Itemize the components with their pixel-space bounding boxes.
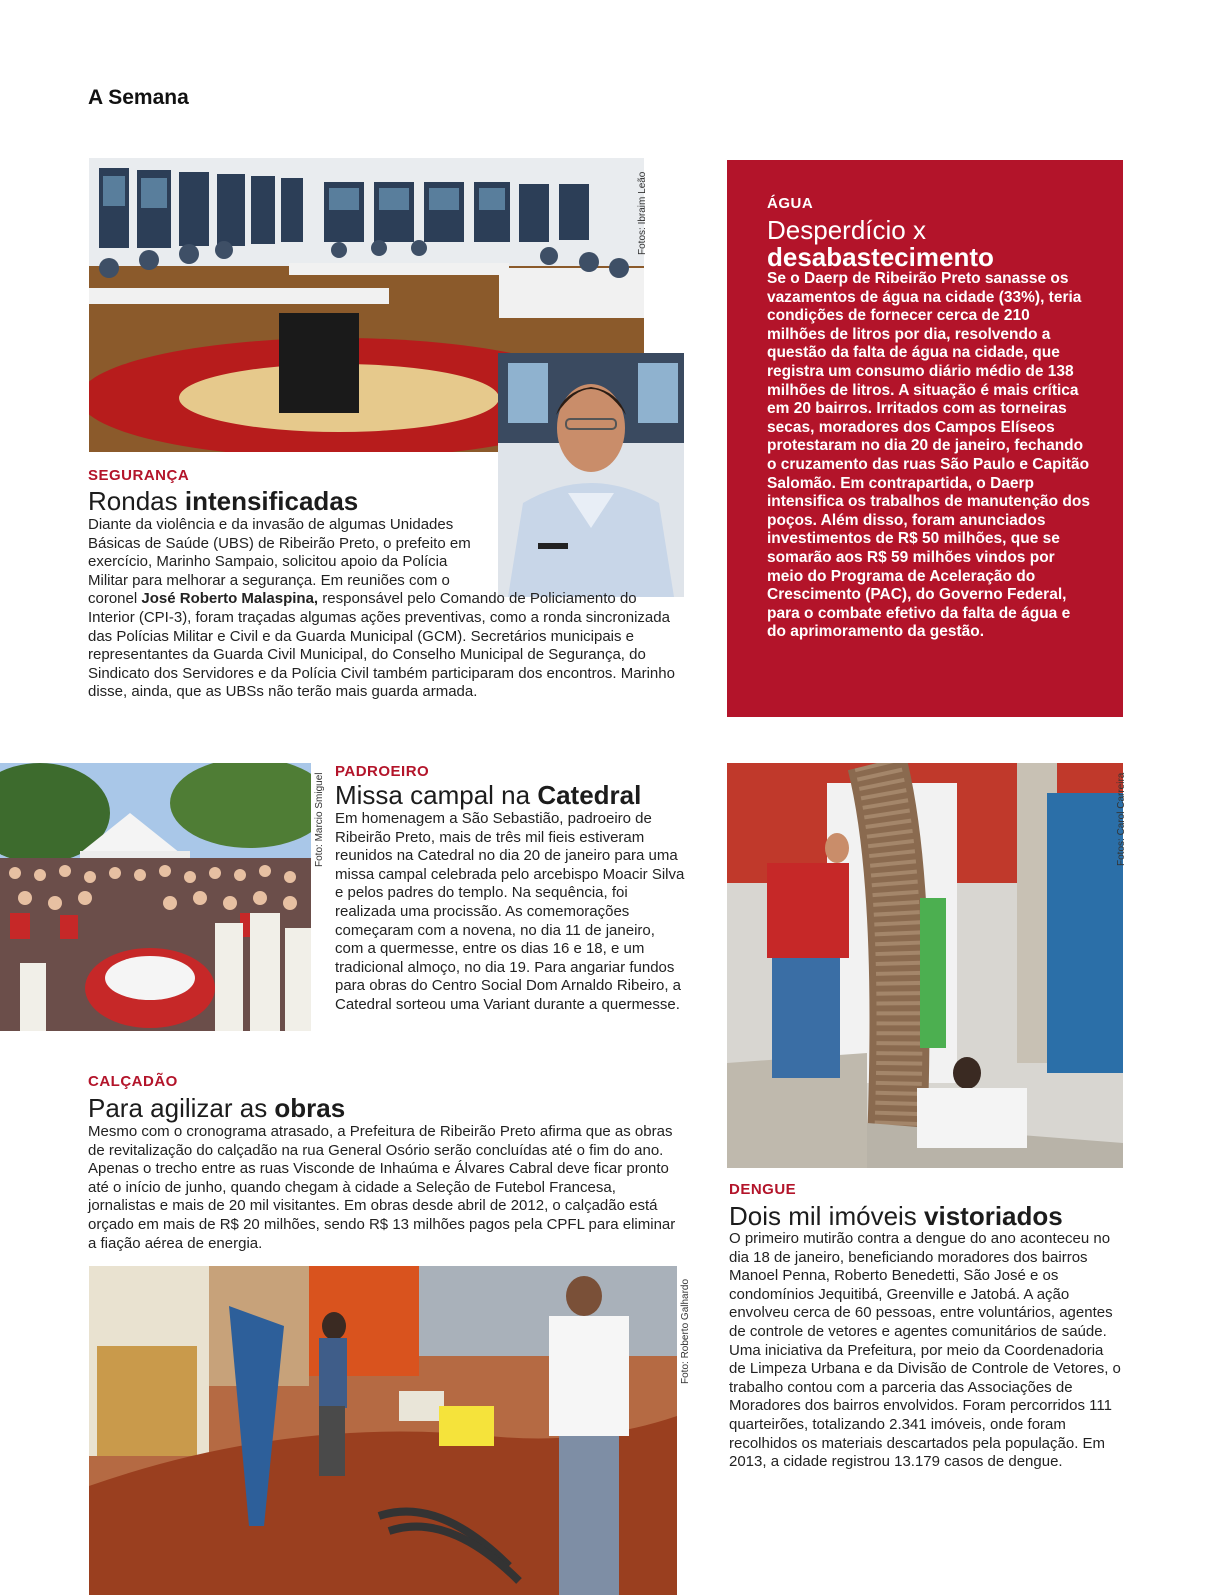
seguranca-body-text: Diante da violência e da invasão de algumas Unidades Básicas de Saúde (UBS) de Ribeirão Preto, o prefeito em exercício, Marinho Sampaio, solicitou apoio da Polícia Militar para melhorar a segurança. Em reuniões com o coronel xyxy=(88,516,471,608)
headline-plain: Missa campal na xyxy=(335,780,538,810)
dengue-kicker: DENGUE xyxy=(729,1181,797,1198)
headline-bold: desabastecimento xyxy=(767,242,994,272)
calcadao-headline xyxy=(88,1093,345,1123)
agua-body: Se o Daerp de Ribeirão Preto sanasse os vazamentos de água na cidade (33%), teria condições de fornecer cerca de 210 milhões de litros por dia, resolvendo a questão da falta de água na cidade, que registra um consumo diário médio de 138 milhões de litros. A situação é mais crítica em 20 bairros. Irritados com as torneiras secas, moradores dos Campos Elíseos protestaram no dia 20 de janeiro, fechando o cruzamento das ruas São Paulo e Capitão Salomão. Em contrapartida, o Daerp intensifica os trabalhos de manutenção dos poços. Além disso, foram anunciados investimentos de R$ 50 milhões, que se somarão aos R$ 59 milhões vindos por meio do Programa de Aceleração do Crescimento (PAC), do Governo Federal, para o combate efetivo da falta de água e do aprimoramento da gestão. xyxy=(767,270,1090,641)
headline-bold: vistoriados xyxy=(924,1201,1063,1231)
agua-headline-plain: Desperdício x xyxy=(767,215,926,245)
calcadao-kicker: CALÇADÃO xyxy=(88,1073,178,1090)
padroeiro-headline xyxy=(335,780,641,810)
photo-credit: Fotos: Ibraim Leão xyxy=(637,171,648,255)
mass-crowd-photo xyxy=(0,763,311,1031)
headline-plain: Rondas xyxy=(88,486,185,516)
agua-headline-bold xyxy=(767,242,994,272)
section-title: A Semana xyxy=(88,86,189,109)
headline-plain: Para agilizar as xyxy=(88,1093,275,1123)
seguranca-body-text-2: responsável pelo Comando de Policiamento do Interior (CPI-3), foram traçadas algumas ações preventivas, como a ronda sincronizada das Polícias Militar e Civil e da Guarda Municipal (GCM). Secretários municipais e representantes da Guarda Civil Municipal, do Conselho Municipal de Segurança, do Sindicato dos Servidores e da Polícia Civil também participaram dos encontros. Marinho disse, ainda, que as UBSs não terão mais guarda armada. xyxy=(88,590,675,701)
photo-credit: Fotos: Carol Carreira xyxy=(1116,772,1127,866)
dengue-body: O primeiro mutirão contra a dengue do ano aconteceu no dia 18 de janeiro, beneficiando moradores dos bairros Manoel Penna, Roberto Benedetti, São José e os condomínios Jequitibá, Greenville e Jatobá. A ação envolveu cerca de 60 pessoas, entre voluntários, agentes de controle de vetores e agentes comunitários de saúde. Uma iniciativa da Prefeitura, por meio da Coordenadoria de Limpeza Urbana e da Divisão de Controle de Vetores, o trabalho contou com a parceria das Associações de Moradores dos bairros envolvidos. Foram percorridos 111 quarteirões, totalizando 2.341 imóveis, onde foram recolhidos os materiais descartados pela população. Em 2013, a cidade registrou 13.179 casos de dengue. xyxy=(729,1230,1121,1471)
street-works-photo xyxy=(89,1266,677,1595)
seguranca-body xyxy=(88,516,684,702)
dengue-headline xyxy=(729,1201,1063,1231)
photo-credit: Foto: Roberto Galhardo xyxy=(680,1278,691,1384)
seguranca-headline xyxy=(88,486,358,516)
headline-bold: obras xyxy=(274,1093,346,1123)
headline-bold: Catedral xyxy=(537,780,642,810)
seguranca-kicker: SEGURANÇA xyxy=(88,467,190,484)
padroeiro-kicker: PADROEIRO xyxy=(335,763,430,780)
agua-box xyxy=(727,160,1123,717)
padroeiro-body: Em homenagem a São Sebastião, padroeiro de Ribeirão Preto, mais de três mil fieis estiveram reunidos na Catedral no dia 20 de janeiro para uma missa campal celebrada pelo arcebispo Moacir Silva e pelos padres do templo. Na sequência, foi realizada uma procissão. As comemorações começaram com a novena, no dia 11 de janeiro, com a quermesse, entre os dias 16 e 18, e um tradicional almoço, no dia 19. Para angariar fundos para obras do Centro Social Dom Arnaldo Ribeiro, a Catedral sorteou uma Variant durante a quermesse. xyxy=(335,810,685,1013)
headline-bold: intensificadas xyxy=(184,486,359,516)
agua-kicker: ÁGUA xyxy=(767,195,814,212)
headline-plain: Dois mil imóveis xyxy=(729,1201,925,1231)
photo-credit: Foto: Marcio Smiguel xyxy=(314,772,325,867)
dengue-vistoria-photo xyxy=(727,763,1123,1168)
calcadao-body: Mesmo com o cronograma atrasado, a Prefeitura de Ribeirão Preto afirma que as obras de revitalização do calçadão na rua General Osório serão concluídas até o fim do ano. Apenas o trecho entre as ruas Visconde de Inhaúma e Álvares Cabral deve ficar pronto até o início de junho, quando chegam à cidade a Seleção de Futebol Francesa, jornalistas e mais de 20 mil visitantes. Em obras desde abril de 2012, o calçadão está orçado em mais de R$ 20 milhões, sendo R$ 13 milhões pagos pela CPFL para eliminar a fiação aérea de energia. xyxy=(88,1123,676,1252)
seguranca-body-name: José Roberto Malaspina, xyxy=(141,590,319,608)
